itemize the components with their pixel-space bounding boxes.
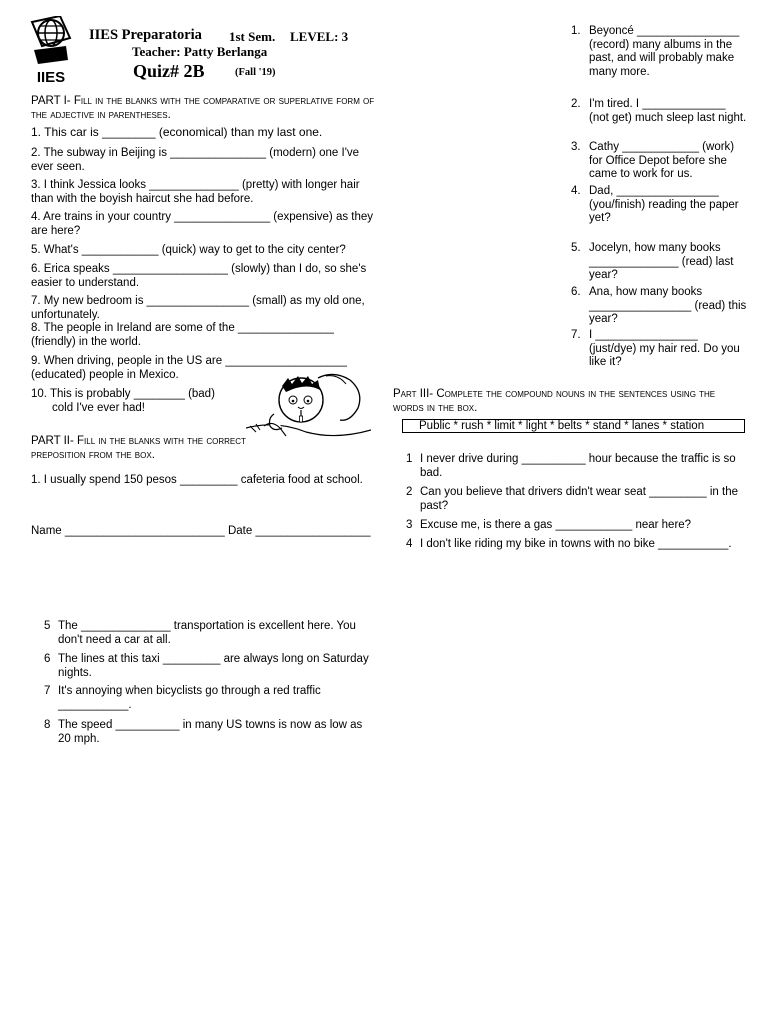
question-text: I don't like riding my bike in towns with no bike ___________.	[420, 538, 732, 550]
question-text: Can you believe that drivers didn't wear seat _________ in the past?	[420, 486, 739, 512]
question-number: 5.	[571, 242, 581, 254]
question-number: 6.	[571, 286, 581, 298]
question-text: I ________________ (just/dye) my hair red. Do you like it?	[589, 329, 740, 368]
term-label: (Fall '19)	[235, 67, 276, 78]
part1-question: 9. When driving, people in the US are ___________________ (educated) people in Mexico.	[31, 355, 347, 381]
name-date-line: Name _________________________ Date __________________	[31, 525, 371, 537]
question-text: The lines at this taxi _________ are always long on Saturday nights.	[58, 653, 369, 679]
school-name: IIES Preparatoria	[89, 27, 202, 43]
part1-question: 4. Are trains in your country _______________ (expensive) as they are here?	[31, 211, 374, 237]
question-number: 6	[44, 653, 51, 665]
question-text: Ana, how many books ________________ (read) this year?	[589, 286, 747, 325]
part1-question: 10. This is probably ________ (bad)	[31, 388, 215, 400]
part2-title: PART II- Fill in the blanks with the correct preposition from the box.	[31, 435, 246, 461]
question-text: Cathy ____________ (work) for Office Depot before she came to work for us.	[589, 141, 735, 180]
part1-question: 7. My new bedroom is ________________ (small) as my old one, unfortunately.	[31, 295, 365, 321]
question-text: Dad, ________________ (you/finish) reading the paper yet?	[589, 185, 739, 224]
quiz-title: Quiz# 2B	[133, 61, 205, 81]
question-text: It's annoying when bicyclists go through a red traffic ___________.	[58, 685, 321, 711]
part1-question: 5. What's ____________ (quick) way to get to the city center?	[31, 244, 346, 256]
part2-question: 1. I usually spend 150 pesos _________ cafeteria food at school.	[31, 474, 363, 486]
question-number: 1.	[571, 25, 581, 37]
part1-question: 8. The people in Ireland are some of the _______________ (friendly) in the world.	[31, 322, 334, 348]
part1-question-continued: cold I've ever had!	[52, 402, 145, 414]
word-box: Public * rush * limit * light * belts * stand * lanes * station	[402, 419, 745, 433]
part1-question: 1. This car is ________ (economical) than my last one.	[31, 125, 323, 139]
question-number: 2.	[571, 98, 581, 110]
part1-question: 6. Erica speaks __________________ (slowly) than I do, so she's easier to understand.	[31, 263, 367, 289]
teacher-label: Teacher: Patty Berlanga	[132, 44, 268, 59]
question-number: 2	[406, 486, 413, 498]
question-number: 4.	[571, 185, 581, 197]
question-number: 4	[406, 538, 413, 550]
question-number: 1	[406, 453, 413, 465]
level-label: LEVEL: 3	[290, 29, 349, 44]
part1-question: 2. The subway in Beijing is _______________ (modern) one I've ever seen.	[31, 147, 360, 173]
question-number: 5	[44, 620, 51, 632]
part3-title: Part III- Complete the compound nouns in the sentences using the words in the box.	[393, 388, 716, 414]
question-text: Jocelyn, how many books ______________ (read) last year?	[589, 242, 734, 281]
question-number: 3.	[571, 141, 581, 153]
sick-person-illustration	[246, 370, 371, 442]
question-text: The speed __________ in many US towns is now as low as 20 mph.	[58, 719, 363, 745]
part1-question: 3. I think Jessica looks ______________ (pretty) with longer hair than with the boyish haircut she had before.	[31, 179, 360, 205]
semester-label: 1st Sem.	[229, 29, 276, 44]
question-text: I'm tired. I _____________ (not get) much sleep last night.	[589, 98, 747, 124]
question-number: 7	[44, 685, 51, 697]
question-text: Beyoncé ________________ (record) many albums in the past, and will probably make many more.	[589, 25, 740, 78]
logo-text: IIES	[36, 69, 66, 86]
question-text: Excuse me, is there a gas ____________ near here?	[420, 519, 692, 531]
part1-title: PART I- Fill in the blanks with the comparative or superlative form of the adjective in parentheses.	[31, 95, 375, 121]
question-text: I never drive during __________ hour because the traffic is so bad.	[420, 453, 736, 479]
question-text: The ______________ transportation is excellent here. You don't need a car at all.	[58, 620, 356, 646]
school-logo-icon	[30, 16, 72, 86]
question-number: 7.	[571, 329, 581, 341]
question-number: 8	[44, 719, 51, 731]
question-number: 3	[406, 519, 413, 531]
